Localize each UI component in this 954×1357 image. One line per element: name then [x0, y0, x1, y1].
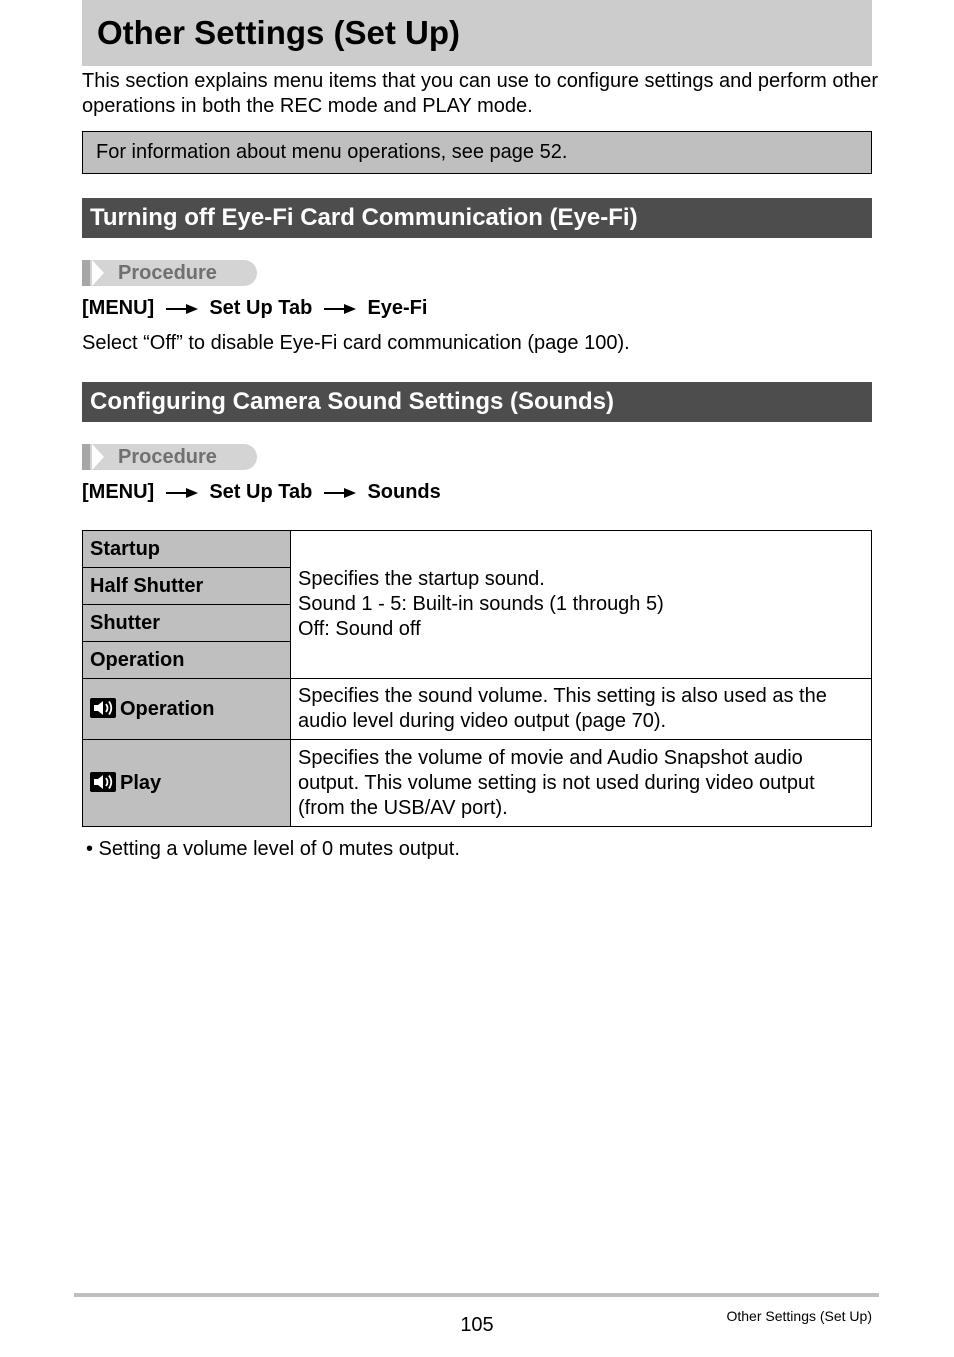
description-line: audio level during video output (page 70).	[298, 710, 667, 732]
path-step: Set Up Tab	[209, 297, 313, 319]
description-line: Specifies the sound volume. This setting is also used as the	[298, 685, 827, 707]
procedure-badge	[82, 260, 257, 286]
section-heading-eye-fi: Turning off Eye-Fi Card Communication (Eye-Fi)	[82, 198, 872, 238]
description-line: Specifies the startup sound.	[298, 568, 545, 590]
setting-label-startup: Startup	[83, 531, 291, 568]
arrow-right-icon	[324, 303, 356, 315]
menu-path-sounds	[82, 480, 441, 504]
procedure-tab-mark	[82, 260, 90, 286]
section-heading-sounds: Configuring Camera Sound Settings (Sounds)	[82, 382, 872, 422]
setting-label-text: Play	[120, 772, 162, 794]
path-step: [MENU]	[82, 297, 155, 319]
description-line: Sound 1 - 5: Built-in sounds (1 through 5)	[298, 593, 664, 615]
setting-label-operation-volume	[83, 679, 291, 740]
page-title: Other Settings (Set Up)	[82, 0, 872, 66]
arrow-right-icon	[324, 487, 356, 499]
footer-divider	[74, 1293, 879, 1297]
path-step: Eye-Fi	[367, 297, 428, 319]
setting-label-operation: Operation	[83, 642, 291, 679]
page-number: 105	[460, 1314, 494, 1336]
path-step: [MENU]	[82, 481, 155, 503]
setting-label-play-volume	[83, 740, 291, 827]
procedure-label: Procedure	[118, 262, 217, 284]
speaker-icon	[90, 698, 116, 718]
info-note: For information about menu operations, see page 52.	[82, 131, 872, 174]
setting-label-text: Operation	[120, 698, 215, 720]
menu-path-eye-fi	[82, 296, 427, 320]
arrow-right-icon	[166, 487, 198, 499]
procedure-chevron-icon	[92, 444, 104, 470]
procedure-tab-mark	[82, 444, 90, 470]
speaker-icon	[90, 772, 116, 792]
arrow-right-icon	[166, 303, 198, 315]
procedure-chevron-icon	[92, 260, 104, 286]
procedure-label: Procedure	[118, 446, 217, 468]
setting-description-operation-volume	[291, 679, 872, 740]
description-line: (from the USB/AV port).	[298, 796, 508, 819]
eye-fi-description: Select “Off” to disable Eye-Fi card communication (page 100).	[82, 332, 630, 354]
setting-label-shutter: Shutter	[83, 605, 291, 642]
setting-label-half-shutter: Half Shutter	[83, 568, 291, 605]
description-line: output. This volume setting is not used during video output	[298, 771, 815, 794]
table-row	[83, 679, 872, 740]
procedure-badge	[82, 444, 257, 470]
setting-description-startup-group	[291, 531, 872, 679]
description-line: Specifies the volume of movie and Audio Snapshot audio	[298, 746, 803, 769]
setting-description-play-volume	[291, 740, 872, 827]
intro-paragraph: This section explains menu items that you can use to configure settings and perform other operations in both the REC mode and PLAY mode.	[82, 70, 878, 117]
running-footer-title: Other Settings (Set Up)	[726, 1308, 872, 1324]
table-row	[83, 531, 872, 568]
path-step: Set Up Tab	[209, 481, 313, 503]
volume-note: • Setting a volume level of 0 mutes output.	[86, 838, 460, 860]
path-step: Sounds	[367, 481, 441, 503]
table-row	[83, 740, 872, 827]
sounds-settings-table	[82, 530, 872, 827]
description-line: Off: Sound off	[298, 618, 421, 640]
